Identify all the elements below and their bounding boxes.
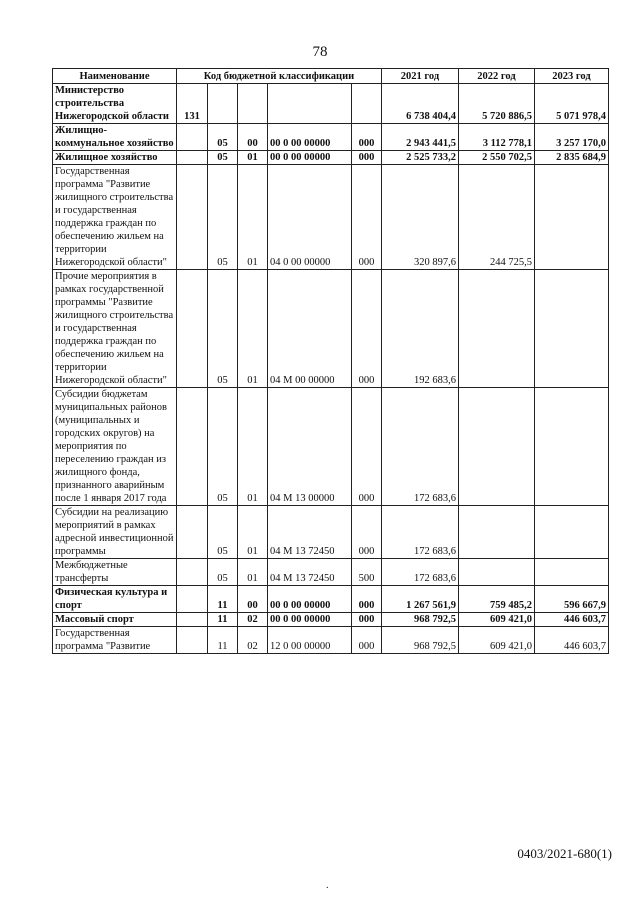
row-section: 11 — [208, 613, 238, 627]
row-value-2022: 3 112 778,1 — [459, 124, 535, 151]
row-value-2022: 609 421,0 — [459, 627, 535, 654]
page-number: 78 — [312, 44, 328, 60]
row-admin-code — [177, 151, 208, 165]
row-expense-type: 000 — [352, 613, 382, 627]
row-value-2021: 2 943 441,5 — [382, 124, 459, 151]
row-target-code: 00 0 00 00000 — [268, 586, 352, 613]
row-value-2023: 5 071 978,4 — [535, 84, 609, 124]
budget-table — [52, 68, 609, 654]
row-name: Межбюджетные трансферты — [53, 559, 177, 586]
row-value-2022: 759 485,2 — [459, 586, 535, 613]
header-name: Наименование — [53, 69, 177, 84]
row-name: Жилищно-коммунальное хозяйство — [53, 124, 177, 151]
row-value-2022 — [459, 270, 535, 388]
row-admin-code — [177, 627, 208, 654]
table-row — [53, 559, 609, 586]
row-section: 05 — [208, 559, 238, 586]
row-expense-type — [352, 84, 382, 124]
row-value-2023 — [535, 165, 609, 270]
row-target-code: 04 М 00 00000 — [268, 270, 352, 388]
row-value-2021: 968 792,5 — [382, 613, 459, 627]
row-value-2021: 2 525 733,2 — [382, 151, 459, 165]
row-value-2023 — [535, 388, 609, 506]
row-name: Субсидии на реализацию мероприятий в рамках адресной инвестиционной программы — [53, 506, 177, 559]
row-section: 11 — [208, 586, 238, 613]
page-mark: . — [326, 880, 329, 891]
row-subsection: 01 — [238, 559, 268, 586]
row-subsection: 00 — [238, 124, 268, 151]
row-value-2021: 1 267 561,9 — [382, 586, 459, 613]
row-section: 11 — [208, 627, 238, 654]
row-subsection: 00 — [238, 586, 268, 613]
table-row — [53, 586, 609, 613]
row-expense-type: 000 — [352, 388, 382, 506]
row-value-2022 — [459, 506, 535, 559]
row-name: Массовый спорт — [53, 613, 177, 627]
row-name: Государственная программа "Развитие — [53, 627, 177, 654]
row-target-code: 04 М 13 72450 — [268, 506, 352, 559]
row-name: Жилищное хозяйство — [53, 151, 177, 165]
row-name: Физическая культура и спорт — [53, 586, 177, 613]
row-name: Министерство строительства Нижегородской области — [53, 84, 177, 124]
row-value-2023 — [535, 559, 609, 586]
row-subsection: 01 — [238, 270, 268, 388]
document-code: 0403/2021-680(1) — [517, 846, 612, 861]
table-row — [53, 84, 609, 124]
row-admin-code — [177, 124, 208, 151]
row-subsection: 02 — [238, 627, 268, 654]
row-value-2022: 609 421,0 — [459, 613, 535, 627]
row-section: 05 — [208, 270, 238, 388]
row-expense-type: 000 — [352, 627, 382, 654]
row-value-2023: 2 835 684,9 — [535, 151, 609, 165]
row-name: Государственная программа "Развитие жилищного строительства и государственная поддержка граждан по обеспечению жильем на территории Нижегородской области" — [53, 165, 177, 270]
row-subsection: 01 — [238, 506, 268, 559]
row-admin-code: 131 — [177, 84, 208, 124]
row-value-2021: 172 683,6 — [382, 559, 459, 586]
row-admin-code — [177, 270, 208, 388]
table-row — [53, 151, 609, 165]
table-row — [53, 165, 609, 270]
table-row — [53, 506, 609, 559]
row-admin-code — [177, 586, 208, 613]
row-value-2022: 2 550 702,5 — [459, 151, 535, 165]
row-expense-type: 500 — [352, 559, 382, 586]
row-target-code: 00 0 00 00000 — [268, 151, 352, 165]
row-value-2021: 320 897,6 — [382, 165, 459, 270]
row-name: Прочие мероприятия в рамках государственной программы "Развитие жилищного строительства и государственная поддержка граждан по обеспечению жильем на территории Нижегородской области" — [53, 270, 177, 388]
row-subsection: 01 — [238, 165, 268, 270]
row-section: 05 — [208, 151, 238, 165]
row-section: 05 — [208, 388, 238, 506]
table-row — [53, 627, 609, 654]
row-value-2022: 5 720 886,5 — [459, 84, 535, 124]
table-row — [53, 613, 609, 627]
row-value-2022: 244 725,5 — [459, 165, 535, 270]
row-value-2023: 596 667,9 — [535, 586, 609, 613]
row-subsection: 01 — [238, 388, 268, 506]
row-value-2023 — [535, 506, 609, 559]
row-subsection — [238, 84, 268, 124]
row-admin-code — [177, 559, 208, 586]
row-admin-code — [177, 613, 208, 627]
row-target-code: 04 0 00 00000 — [268, 165, 352, 270]
row-expense-type: 000 — [352, 165, 382, 270]
row-target-code: 00 0 00 00000 — [268, 613, 352, 627]
row-expense-type: 000 — [352, 124, 382, 151]
row-value-2021: 6 738 404,4 — [382, 84, 459, 124]
header-2021: 2021 год — [382, 69, 459, 84]
row-value-2022 — [459, 388, 535, 506]
header-2022: 2022 год — [459, 69, 535, 84]
row-admin-code — [177, 506, 208, 559]
row-admin-code — [177, 388, 208, 506]
row-subsection: 01 — [238, 151, 268, 165]
row-target-code: 12 0 00 00000 — [268, 627, 352, 654]
row-value-2023: 446 603,7 — [535, 613, 609, 627]
table-row — [53, 388, 609, 506]
row-value-2022 — [459, 559, 535, 586]
row-section: 05 — [208, 165, 238, 270]
row-value-2021: 172 683,6 — [382, 388, 459, 506]
row-expense-type: 000 — [352, 151, 382, 165]
row-section: 05 — [208, 124, 238, 151]
row-value-2021: 172 683,6 — [382, 506, 459, 559]
row-value-2023: 3 257 170,0 — [535, 124, 609, 151]
row-expense-type: 000 — [352, 506, 382, 559]
row-value-2021: 968 792,5 — [382, 627, 459, 654]
table-header-row — [53, 69, 609, 84]
header-2023: 2023 год — [535, 69, 609, 84]
row-value-2023: 446 603,7 — [535, 627, 609, 654]
header-code: Код бюджетной классификации — [177, 69, 382, 84]
row-value-2023 — [535, 270, 609, 388]
row-expense-type: 000 — [352, 270, 382, 388]
row-subsection: 02 — [238, 613, 268, 627]
table-row — [53, 124, 609, 151]
row-target-code: 04 М 13 00000 — [268, 388, 352, 506]
row-target-code: 00 0 00 00000 — [268, 124, 352, 151]
row-admin-code — [177, 165, 208, 270]
table-row — [53, 270, 609, 388]
row-expense-type: 000 — [352, 586, 382, 613]
row-name: Субсидии бюджетам муниципальных районов (муниципальных и городских округов) на мероприятия по переселению граждан из жилищного фонда, признанного аварийным после 1 января 2017 года — [53, 388, 177, 506]
row-value-2021: 192 683,6 — [382, 270, 459, 388]
row-section — [208, 84, 238, 124]
row-section: 05 — [208, 506, 238, 559]
row-target-code — [268, 84, 352, 124]
row-target-code: 04 М 13 72450 — [268, 559, 352, 586]
